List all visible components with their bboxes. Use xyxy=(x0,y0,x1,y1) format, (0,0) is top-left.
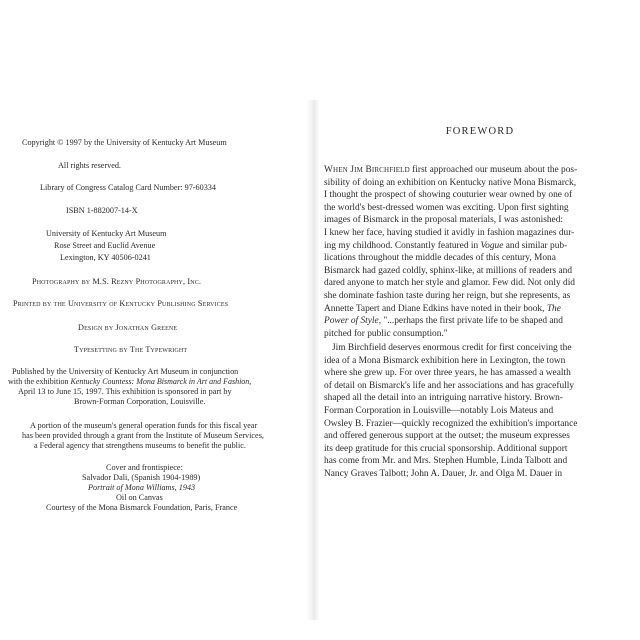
cover-line-5: Courtesy of the Mona Bismarck Foundation, Paris, France xyxy=(46,503,238,512)
paragraph-1-line-13: Power of Style, "...perhaps the first private life to be shaped and xyxy=(324,316,563,327)
copyright-page xyxy=(0,0,306,640)
published-line-1: Published by the University of Kentucky Art Museum in conjunction xyxy=(12,367,239,376)
rights-line: All rights reserved. xyxy=(58,161,121,170)
paragraph-1-line-12: Annette Tapert and Diane Edkins have noted in their book, The xyxy=(324,303,561,314)
painting-title: Portrait of Mona Williams, xyxy=(88,483,177,492)
foreword-paragraph-2 xyxy=(324,342,640,481)
photography-credit: Photography by M.S. Rezny Photography, Inc. xyxy=(32,277,202,286)
paragraph-2-line-9: its deep gratitude for this crucial sponsorship. Additional support xyxy=(324,443,568,454)
paragraph-1-line-7: ing my childhood. Constantly featured in Vogue and similar pub- xyxy=(324,240,568,251)
funds-line-3: a Federal agency that strengthens museums to benefit the public. xyxy=(34,441,246,450)
cover-line-1: Cover and frontispiece: xyxy=(106,463,183,472)
paragraph-1-line-4: the world's best-dressed women was exciting. Upon first sighting xyxy=(324,202,569,213)
paragraph-2-line-7: Owsley B. Frazier—quickly recognized the exhibition's importance xyxy=(324,418,578,429)
design-credit: Design by Jonathan Greene xyxy=(78,323,178,332)
paragraph-2-line-11: Nancy Graves Talbott; John A. Dauer, Jr. and Olga M. Dauer in xyxy=(324,468,563,479)
printer-credit: Printed by the University of Kentucky Publishing Services xyxy=(13,299,229,308)
paragraph-2-line-3: where she grew up. For over three years, he has amassed a wealth xyxy=(324,368,571,379)
paragraph-1-line-8: lications throughout the middle decades of this century, Mona xyxy=(324,253,556,264)
paragraph-1-line-6: I knew her face, having studied it avidly in fashion magazines dur- xyxy=(324,227,575,238)
published-line-3: April 13 to June 15, 1997. This exhibition is sponsored in part by xyxy=(18,387,232,396)
exhibition-title: Kentucky Countess: Mona Bismarck in Art and Fashion, xyxy=(70,377,252,386)
paragraph-2-line-2: idea of a Mona Bismarck exhibition here in Lexington, the town xyxy=(324,355,566,366)
address-line-2: Rose Street and Euclid Avenue xyxy=(54,241,156,250)
paragraph-1-line-2: sibility of doing an exhibition on Kentucky native Mona Bismarck, xyxy=(324,177,577,188)
paragraph-2-line-5: shaped all the detail into an intriguing narrative history. Brown- xyxy=(324,393,563,404)
cover-line-4: Oil on Canvas xyxy=(116,493,163,502)
paragraph-1-line-11: she dominate fashion taste during her reign, but she represents, as xyxy=(324,290,571,301)
paragraph-1-line-1: When Jim Birchfield first approached our museum about the pos- xyxy=(324,165,578,175)
lccn-line: Library of Congress Catalog Card Number: 97-60334 xyxy=(40,183,216,192)
published-line-2: with the exhibition Kentucky Countess: Mona Bismarck in Art and Fashion, xyxy=(8,377,252,386)
foreword-heading: FOREWORD xyxy=(445,126,515,137)
published-line-4: Brown-Forman Corporation, Louisville. xyxy=(74,397,206,406)
paragraph-1-line-3: I thought the prospect of showing couturier wear owned by one of xyxy=(324,190,573,201)
address-line-3: Lexington, KY 40506-0241 xyxy=(60,253,151,262)
typesetting-credit: Typesetting by The Typewright xyxy=(74,345,188,354)
paragraph-1-line-10: dared anyone to match her style and glamor. Few did. Not only did xyxy=(324,278,575,289)
paragraph-1-line-5: images of Bismarck in the proposal materials, I was astonished: xyxy=(324,215,564,226)
paragraph-2-line-8: and offered generous support at the outset; the museum expresses xyxy=(324,431,570,442)
paragraph-2-line-4: of detail on Bismarck's life and her associations and has gracefully xyxy=(324,380,575,391)
paragraph-2-line-6: Forman Corporation in Louisville—notably Lois Mateus and xyxy=(324,405,554,416)
paragraph-2-line-1: Jim Birchfield deserves enormous credit for first conceiving the xyxy=(332,343,572,353)
address-line-1: University of Kentucky Art Museum xyxy=(46,229,167,238)
cover-line-3: Portrait of Mona Williams, 1943 xyxy=(88,483,196,492)
cover-line-2: Salvador Dali, (Spanish 1904-1989) xyxy=(82,473,201,482)
paragraph-2-line-10: has come from Mr. and Mrs. Stephen Humble, Linda Talbott and xyxy=(324,456,568,467)
isbn-line: ISBN 1-882007-14-X xyxy=(66,206,138,215)
paragraph-1-line-14: pitched for public consumption." xyxy=(324,328,448,339)
foreword-paragraph-1 xyxy=(324,164,640,340)
copyright-line: Copyright © 1997 by the University of Kentucky Art Museum xyxy=(22,138,227,147)
foreword-page xyxy=(320,0,640,640)
book-gutter xyxy=(306,100,320,620)
paragraph-1-line-9: Bismarck had gazed coldly, sphinx-like, at millions of readers and xyxy=(324,265,573,276)
funds-line-1: A portion of the museum's general operation funds for this fiscal year xyxy=(30,421,258,430)
funds-line-2: has been provided through a grant from the Institute of Museum Services, xyxy=(22,431,264,440)
